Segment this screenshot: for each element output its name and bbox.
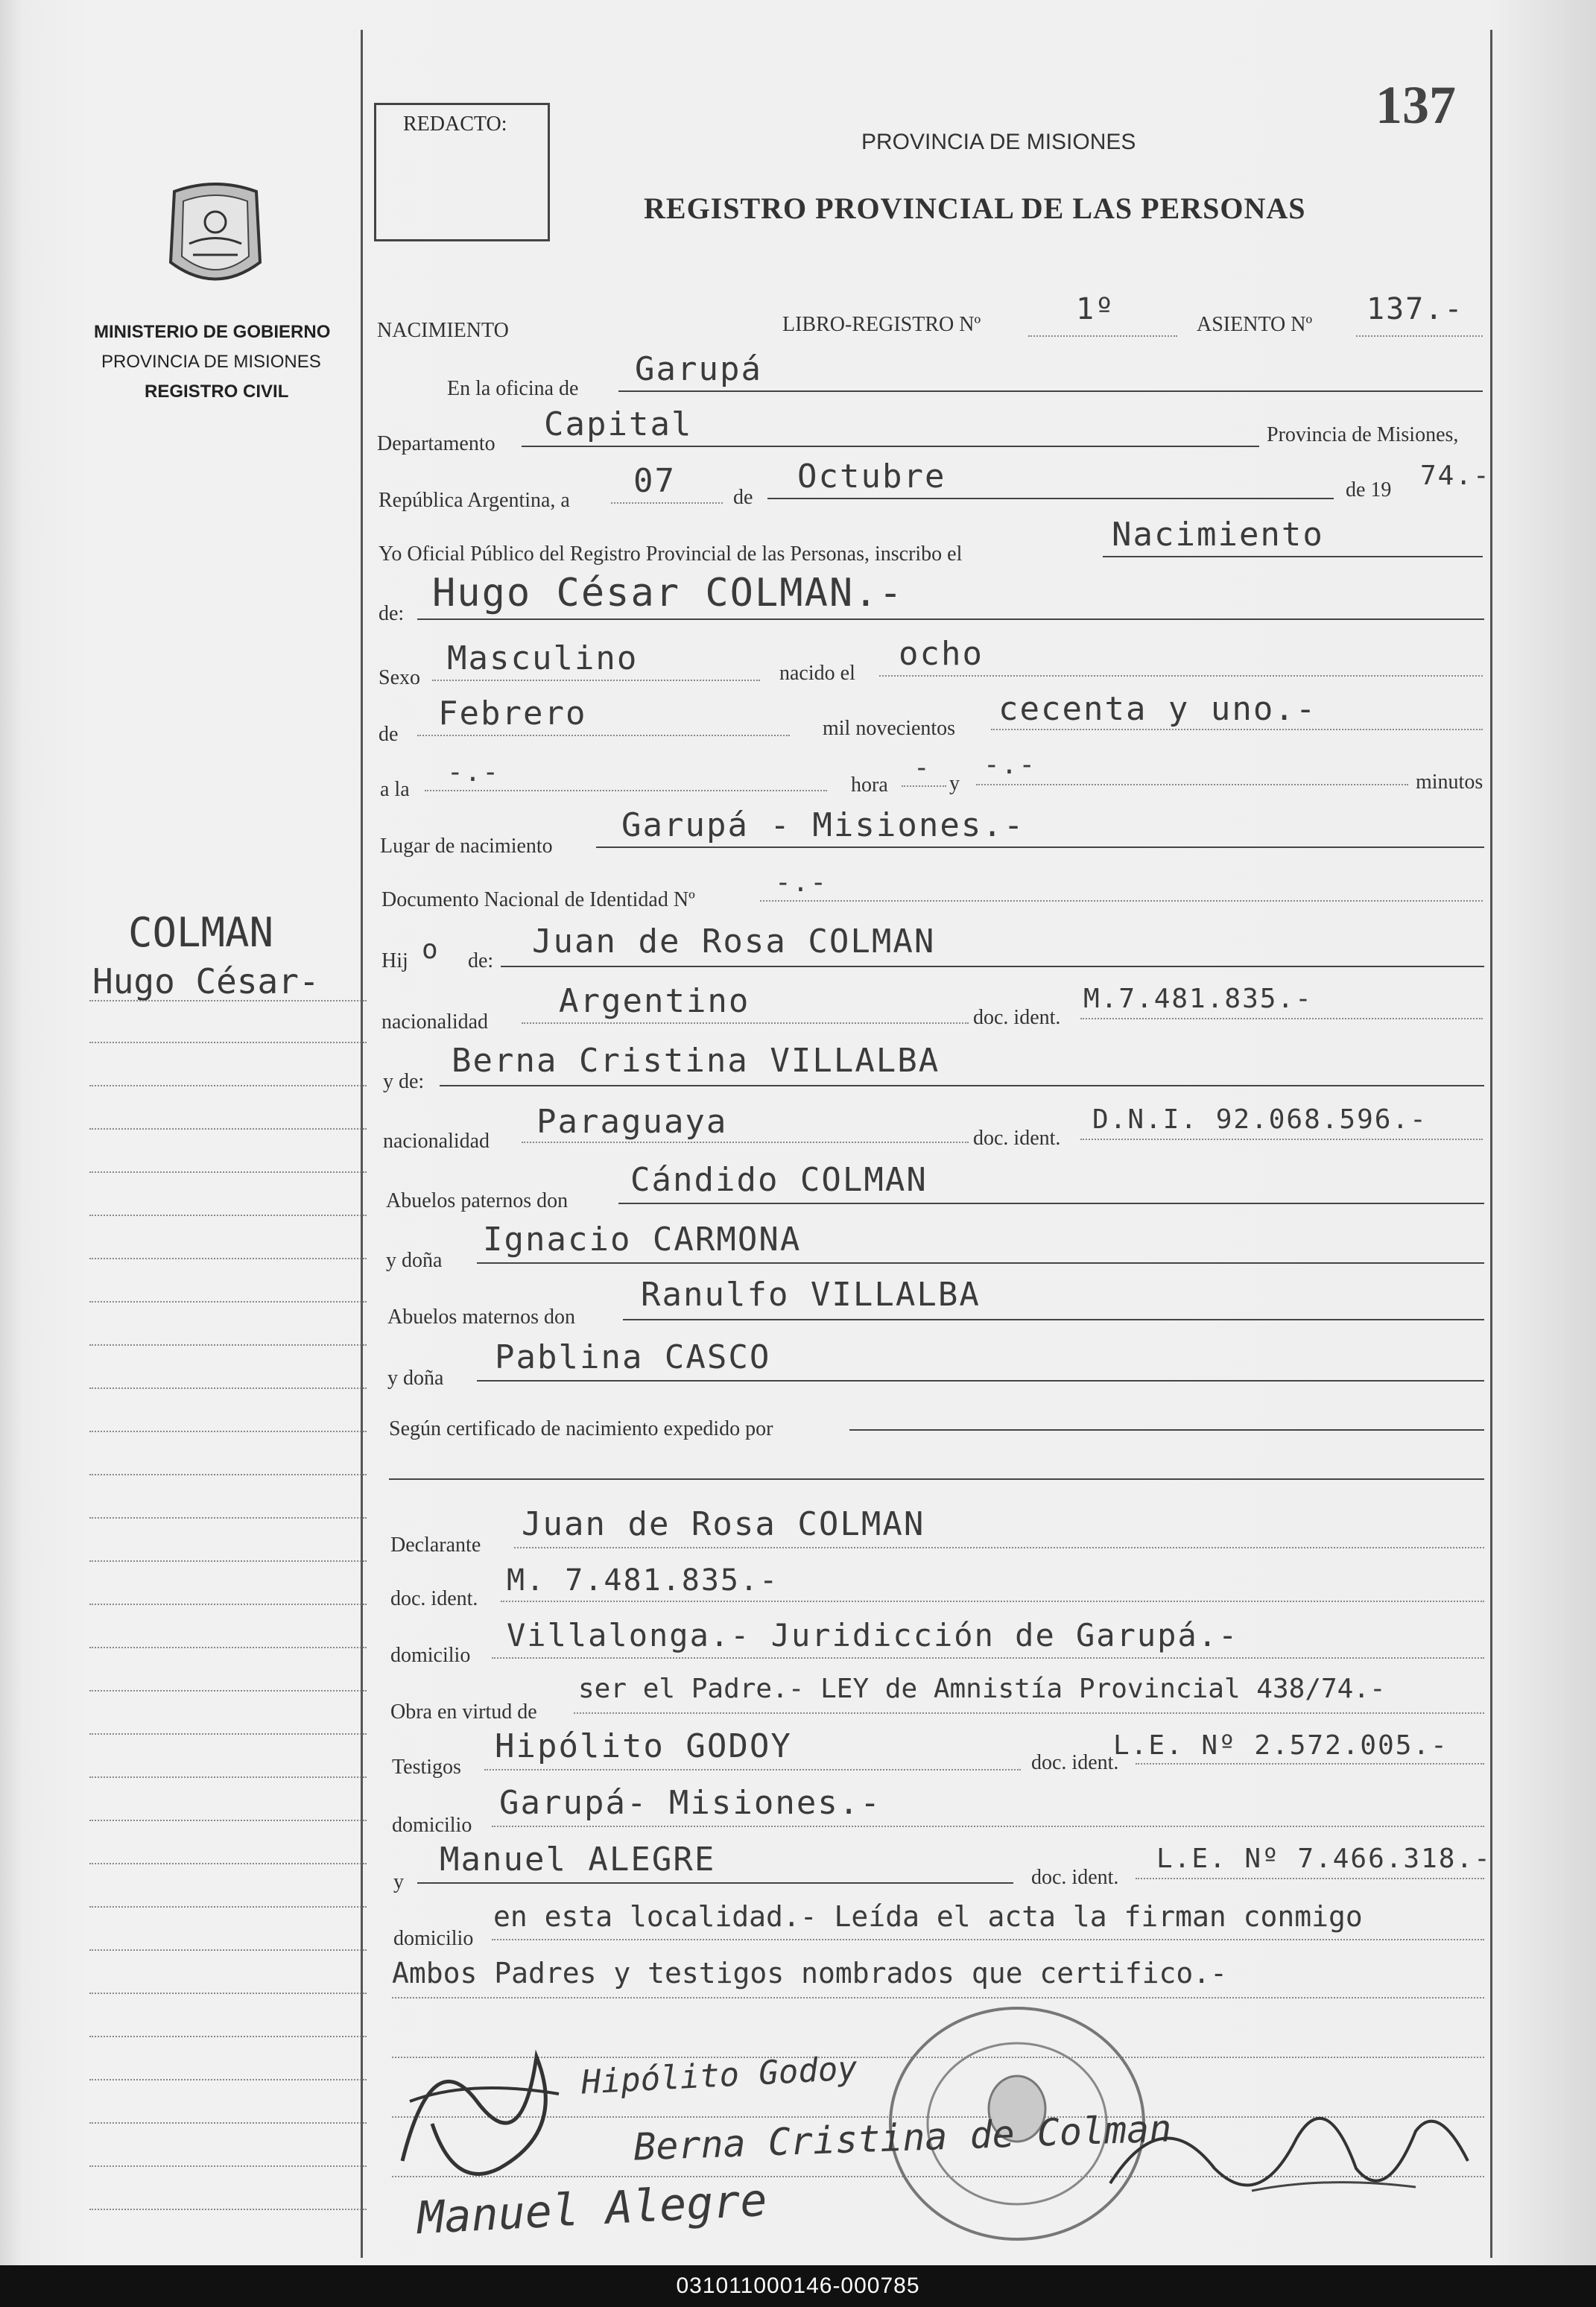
signature-scribble [387, 2012, 611, 2198]
asiento-line [1356, 335, 1483, 337]
testigo1-dom-label: domicilio [392, 1814, 472, 1837]
decl-dom-value: Villalonga.- Juridicción de Garupá.- [507, 1617, 1239, 1653]
final-dom-value: en esta localidad.- Leída el acta la firman conmigo [493, 1900, 1363, 1933]
margin-line [89, 1560, 367, 1562]
testigo2-doc-label: doc. ident. [1031, 1866, 1119, 1889]
margin-line [89, 1993, 367, 1994]
testigo1-doc-label: doc. ident. [1031, 1751, 1119, 1774]
margin-line [89, 1128, 367, 1130]
testigo1-dom-value: Garupá- Misiones.- [499, 1784, 881, 1822]
segun-line [849, 1429, 1484, 1431]
minutos-label: minutos [1416, 770, 1483, 794]
closing-value: Ambos Padres y testigos nombrados que certifico.- [392, 1957, 1228, 1990]
y-dona-mat-label: y doña [387, 1367, 444, 1390]
father-nac-line [522, 1022, 969, 1024]
redacto-label: REDACTO: [403, 113, 507, 136]
decl-doc-label: doc. ident. [390, 1587, 478, 1610]
province-header: PROVINCIA DE MISIONES [861, 130, 1136, 154]
margin-line [89, 1517, 367, 1519]
libro-label: LIBRO-REGISTRO Nº [782, 313, 981, 336]
hijo-letter: o [422, 934, 440, 965]
signature-3: Manuel Alegre [416, 2174, 769, 2245]
document-id-footer: 031011000146-000785 [0, 2265, 1596, 2307]
day-line [611, 502, 723, 504]
obra-label: Obra en virtud de [390, 1700, 537, 1724]
abuelo-mat-line [623, 1319, 1484, 1320]
margin-line [89, 1949, 367, 1951]
abuela-mat-value: Pablina CASCO [495, 1338, 771, 1376]
a-la-value: -.- [447, 757, 501, 788]
name-line [417, 618, 1484, 620]
segun-line-2 [389, 1478, 1484, 1480]
sexo-value: Masculino [447, 639, 639, 677]
oficina-line [618, 390, 1483, 392]
margin-line [89, 1820, 367, 1821]
margin-given-name: Hugo César- [92, 961, 320, 1001]
mother-doc-line [1080, 1139, 1483, 1140]
margin-line [89, 1258, 367, 1259]
margin-line [89, 1474, 367, 1475]
year-prefix: de 19 [1346, 478, 1392, 501]
margin-line [89, 2122, 367, 2124]
mother-doc-value: D.N.I. 92.068.596.- [1092, 1104, 1428, 1135]
margin-line [89, 1431, 367, 1432]
oficial-line [1103, 556, 1483, 557]
hora-line [902, 785, 946, 787]
a-la-label: a la [380, 778, 410, 801]
obra-line [574, 1712, 1484, 1714]
oficina-value: Garupá [635, 350, 762, 388]
lugar-label: Lugar de nacimiento [380, 835, 553, 858]
testigos-label: Testigos [392, 1756, 461, 1779]
mother-nac-label: nacionalidad [383, 1130, 490, 1153]
father-value: Juan de Rosa COLMAN [532, 923, 936, 961]
margin-line [89, 1776, 367, 1778]
declarante-value: Juan de Rosa COLMAN [522, 1505, 925, 1543]
departamento-label: Departamento [377, 432, 495, 455]
abuelo-pat-line [618, 1203, 1484, 1204]
hijo-label: Hij [381, 949, 408, 972]
asiento-label: ASIENTO Nº [1197, 313, 1313, 336]
y-value: -.- [984, 750, 1037, 780]
provincia-label: Provincia de Misiones, [1267, 423, 1459, 446]
margin-line [89, 2036, 367, 2037]
birth-month-value: Febrero [438, 694, 587, 732]
y-line [976, 784, 1408, 785]
mother-nac-value: Paraguaya [536, 1103, 728, 1141]
left-border-line [361, 30, 363, 2258]
margin-line [89, 1171, 367, 1173]
lugar-value: Garupá - Misiones.- [621, 806, 1025, 844]
margin-surname: COLMAN [128, 909, 274, 956]
oficina-label: En la oficina de [447, 377, 579, 400]
ministry-label: MINISTERIO DE GOBIERNO [94, 322, 331, 342]
province-label: PROVINCIA DE MISIONES [101, 352, 321, 372]
y-de-label: y de: [383, 1070, 425, 1093]
final-dom-label: domicilio [393, 1927, 474, 1950]
libro-value: 1º [1076, 292, 1115, 326]
decl-doc-value: M. 7.481.835.- [507, 1563, 779, 1598]
margin-line [89, 1387, 367, 1389]
coat-of-arms-seal [159, 173, 271, 300]
margin-line [89, 1906, 367, 1908]
abuelo-pat-value: Cándido COLMAN [630, 1161, 928, 1199]
decl-dom-label: domicilio [390, 1644, 471, 1667]
decl-dom-line [492, 1657, 1484, 1659]
testigo1-dom-line [492, 1826, 1484, 1827]
mil-value: cecenta y uno.- [998, 690, 1317, 728]
father-nac-value: Argentino [559, 982, 750, 1020]
oficial-value: Nacimiento [1112, 516, 1324, 554]
registry-title: REGISTRO PROVINCIAL DE LAS PERSONAS [644, 192, 1306, 225]
decl-doc-line [501, 1601, 1484, 1602]
y-dona-pat-label: y doña [386, 1249, 443, 1272]
margin-line [89, 1301, 367, 1303]
testigo1-doc-line [1136, 1763, 1484, 1765]
segun-label: Según certificado de nacimiento expedido por [389, 1417, 773, 1440]
father-doc-value: M.7.481.835.- [1083, 984, 1313, 1014]
margin-line [89, 1042, 367, 1043]
mother-line [440, 1085, 1484, 1086]
margin-line [89, 1344, 367, 1346]
page-number: 137 [1375, 75, 1456, 135]
de2-label: de [379, 723, 399, 746]
y-label: y [949, 772, 960, 795]
testigo2-doc-value: L.E. Nº 7.466.318.- [1156, 1844, 1492, 1874]
year-value: 74.- [1420, 461, 1491, 491]
testigo1-line [484, 1769, 1021, 1770]
signature-2: Berna Cristina de Colman [633, 2107, 1173, 2169]
departamento-value: Capital [544, 405, 693, 443]
final-dom-line [492, 1939, 1484, 1940]
margin-line [89, 1604, 367, 1605]
margin-line [89, 1000, 367, 1001]
testigo2-line [417, 1882, 1013, 1884]
declarante-line [514, 1547, 1484, 1548]
declarante-label: Declarante [390, 1534, 481, 1557]
testigo1-value: Hipólito GODOY [495, 1727, 792, 1765]
abuelos-mat-label: Abuelos maternos don [387, 1306, 575, 1329]
testigo1-doc-value: L.E. Nº 2.572.005.- [1113, 1730, 1448, 1761]
abuela-mat-line [477, 1380, 1484, 1382]
abuela-pat-value: Ignacio CARMONA [483, 1221, 802, 1259]
margin-line [89, 1863, 367, 1864]
hora-value: - [913, 753, 931, 783]
dni-line [760, 900, 1483, 902]
sexo-line [432, 680, 760, 681]
de-colon-label: de: [379, 602, 405, 625]
nacido-value: ocho [899, 635, 984, 673]
de-label: de [733, 486, 753, 509]
signature-scribble-right [1103, 2057, 1475, 2221]
margin-line [89, 1215, 367, 1216]
testigo2-value: Manuel ALEGRE [440, 1841, 716, 1879]
hora-label: hora [851, 773, 888, 797]
father-line [501, 966, 1484, 967]
oficial-label: Yo Oficial Público del Registro Provincial de las Personas, inscribo el [379, 542, 963, 566]
mil-line [991, 729, 1483, 730]
right-border-line [1490, 30, 1492, 2258]
mother-nac-line [522, 1142, 969, 1143]
registered-name: Hugo César COLMAN.- [432, 571, 904, 615]
libro-line [1028, 335, 1177, 337]
abuela-pat-line [477, 1262, 1484, 1264]
asiento-value: 137.- [1367, 292, 1464, 326]
sexo-label: Sexo [379, 666, 420, 689]
departamento-line [522, 446, 1259, 447]
day-value: 07 [633, 462, 676, 500]
margin-line [89, 1690, 367, 1692]
dni-value: -.- [775, 867, 829, 898]
mil-label: mil novecientos [823, 717, 956, 740]
lugar-line [596, 846, 1484, 848]
father-doc-line [1080, 1018, 1483, 1019]
registry-label: REGISTRO CIVIL [145, 382, 289, 402]
y2-label: y [393, 1870, 404, 1893]
margin-line [89, 1733, 367, 1735]
margin-line [89, 1085, 367, 1086]
father-doc-label: doc. ident. [973, 1006, 1061, 1029]
margin-line [89, 2079, 367, 2080]
nacido-line [879, 675, 1483, 677]
republica-label: República Argentina, a [379, 489, 570, 512]
birth-month-line [417, 735, 790, 736]
signature-1: Hipólito Godoy [580, 2049, 858, 2102]
mother-value: Berna Cristina VILLALBA [452, 1042, 940, 1080]
hijo-de-label: de: [468, 949, 494, 972]
margin-line [89, 2209, 367, 2210]
testigo2-doc-line [1136, 1878, 1484, 1879]
margin-line [89, 2165, 367, 2167]
month-value: Octubre [797, 458, 946, 496]
margin-line [89, 1647, 367, 1648]
abuelo-mat-value: Ranulfo VILLALBA [641, 1276, 981, 1314]
abuelos-pat-label: Abuelos paternos don [386, 1189, 569, 1212]
month-line [767, 498, 1334, 499]
a-la-line [425, 790, 827, 791]
dni-label: Documento Nacional de Identidad Nº [381, 888, 695, 911]
father-nac-label: nacionalidad [381, 1010, 489, 1034]
nacido-label: nacido el [779, 662, 855, 685]
nacimiento-label: NACIMIENTO [377, 319, 509, 342]
redacto-box [374, 103, 550, 241]
obra-value: ser el Padre.- LEY de Amnistía Provincial 438/74.- [578, 1674, 1386, 1704]
mother-doc-label: doc. ident. [973, 1127, 1061, 1150]
